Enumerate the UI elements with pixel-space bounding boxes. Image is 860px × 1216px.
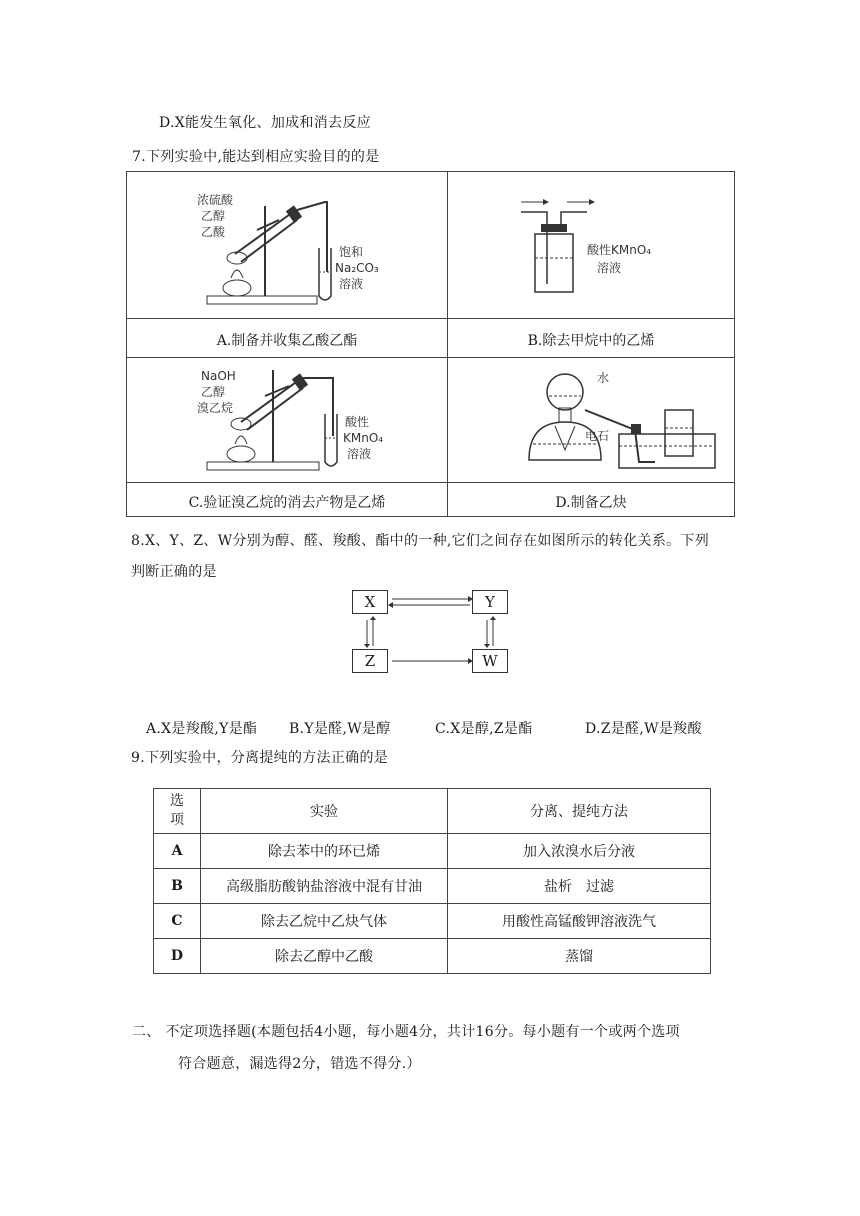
q7-caption-a: A.制备并收集乙酸乙酯 (216, 333, 358, 349)
label-kmno4: KMnO₄ (343, 431, 384, 445)
row-method: 蒸馏 (448, 939, 711, 974)
question-7-stem: 7.下列实验中,能达到相应实验目的的是 (132, 149, 380, 165)
node-w: W (472, 649, 508, 673)
q8-option-c: C.X是醇,Z是酯 (435, 721, 533, 737)
label-bromoethane: 溴乙烷 (197, 401, 234, 415)
q7-experiment-grid (126, 171, 735, 517)
section-2-heading-line1: 二、 不定项选择题(本题包括4小题，每小题4分，共计16分。每小题有一个或两个选项 (132, 1024, 680, 1040)
header-method: 分离、提纯方法 (448, 789, 711, 834)
row-option: D (154, 939, 201, 974)
elimination-apparatus-figure (197, 366, 407, 476)
table-row (154, 869, 711, 904)
label-acetic-acid: 乙酸 (201, 225, 226, 239)
label-acidic: 酸性 (345, 415, 370, 429)
q9-table (153, 788, 711, 974)
label-naoh: NaOH (201, 369, 236, 383)
table-row (154, 904, 711, 939)
conversion-arrows (352, 590, 512, 674)
label-solution-b: 溶液 (597, 261, 622, 275)
row-method: 用酸性高锰酸钾溶液洗气 (448, 904, 711, 939)
row-experiment: 高级脂肪酸钠盐溶液中混有甘油 (201, 869, 448, 904)
label-na2co3: Na₂CO₃ (335, 261, 379, 275)
row-option: A (154, 834, 201, 869)
node-z: Z (352, 649, 388, 673)
header-option: 选 项 (154, 789, 201, 834)
acetylene-generator-figure (515, 366, 725, 476)
label-acidic-kmno4: 酸性KMnO₄ (587, 243, 652, 257)
q8-option-a: A.X是羧酸,Y是酯 (146, 721, 258, 737)
prev-question-option-d: D.X能发生氧化、加成和消去反应 (159, 115, 371, 131)
q8-option-b: B.Y是醛,W是醇 (289, 721, 391, 737)
row-experiment: 除去乙醇中乙酸 (201, 939, 448, 974)
row-experiment: 除去乙烷中乙炔气体 (201, 904, 448, 939)
q7-caption-b: B.除去甲烷中的乙烯 (527, 333, 655, 349)
q7-caption-d: D.制备乙炔 (555, 495, 627, 511)
row-option: C (154, 904, 201, 939)
label-ethanol-c: 乙醇 (201, 385, 226, 399)
gas-washing-bottle-figure (517, 192, 677, 304)
row-method: 加入浓溴水后分液 (448, 834, 711, 869)
table-row (154, 834, 711, 869)
question-9-stem: 9.下列实验中，分离提纯的方法正确的是 (131, 750, 389, 766)
node-y: Y (472, 590, 508, 614)
esterification-apparatus-figure (197, 192, 397, 310)
node-x: X (352, 590, 388, 614)
header-experiment: 实验 (201, 789, 448, 834)
label-water: 水 (597, 371, 610, 385)
q8-option-d: D.Z是醛,W是羧酸 (585, 721, 702, 737)
label-solution: 溶液 (339, 277, 364, 291)
question-8-stem-line1: 8.X、Y、Z、W分别为醇、醛、羧酸、酯中的一种,它们之间存在如图所示的转化关系。下列 (131, 533, 710, 549)
label-saturated: 饱和 (339, 245, 364, 259)
question-8-stem-line2: 判断正确的是 (131, 564, 217, 580)
q7-caption-c: C.验证溴乙烷的消去产物是乙烯 (188, 495, 386, 511)
row-option: B (154, 869, 201, 904)
label-conc-sulfuric-acid: 浓硫酸 (197, 193, 234, 207)
row-experiment: 除去苯中的环已烯 (201, 834, 448, 869)
label-ethanol: 乙醇 (201, 209, 226, 223)
row-method: 盐析 过滤 (448, 869, 711, 904)
table-header-row (154, 789, 711, 834)
section-2-heading-line2: 符合题意，漏选得2分，错选不得分.） (178, 1056, 421, 1072)
label-calcium-carbide: 电石 (585, 429, 610, 443)
table-row (154, 939, 711, 974)
label-solution-c: 溶液 (347, 447, 372, 461)
